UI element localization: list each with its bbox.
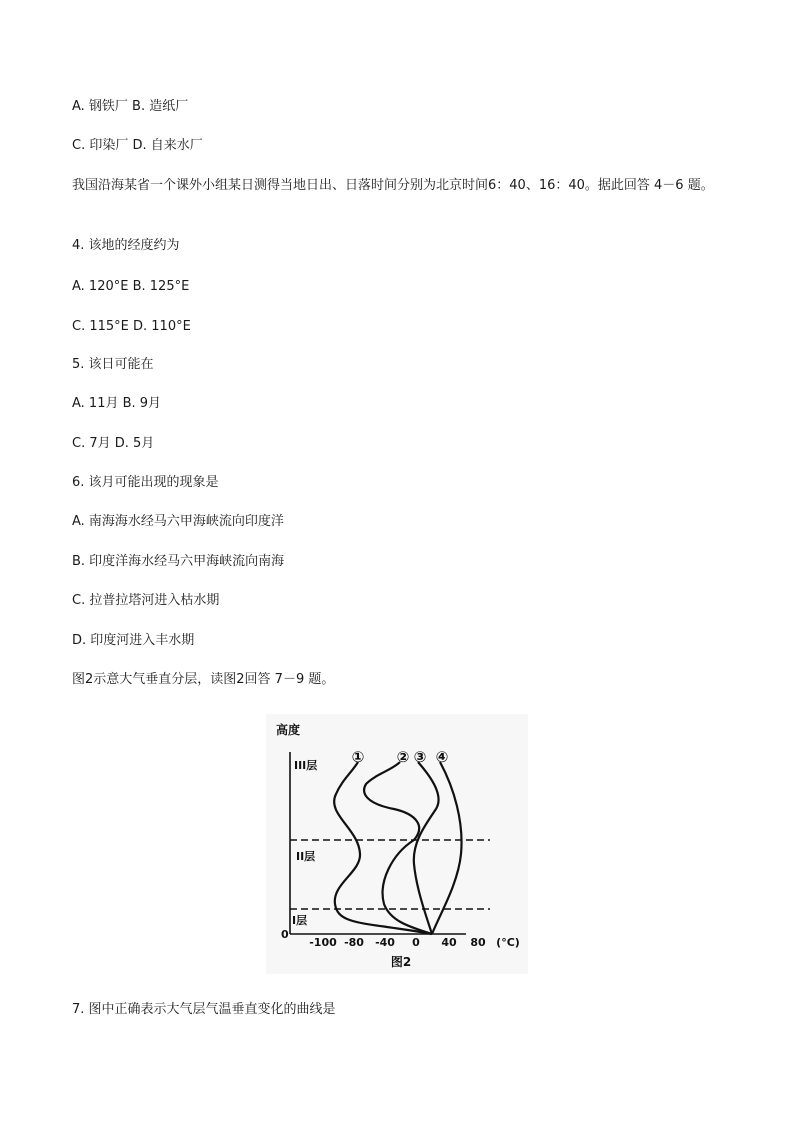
curve-label-1: ① <box>351 748 365 766</box>
figure-intro: 图2示意大气垂直分层，读图2回答 7－9 题。 <box>72 672 335 687</box>
question-4: 4. 该地的经度约为 <box>72 238 180 253</box>
x-unit-label: (°C) <box>496 936 520 949</box>
atmosphere-diagram <box>266 714 528 974</box>
question-6-option-c: C. 拉普拉塔河进入枯水期 <box>72 593 220 608</box>
question-6-option-b: B. 印度洋海水经马六甲海峡流向南海 <box>72 554 285 569</box>
question-5: 5. 该日可能在 <box>72 357 154 372</box>
option-line-1: A. 钢铁厂 B. 造纸厂 <box>72 99 189 114</box>
x-tick-80: 80 <box>470 936 486 949</box>
y-axis-label: 高度 <box>276 723 301 737</box>
question-stem-4-6: 我国沿海某省一个课外小组某日测得当地日出、日落时间分别为北京时间6：40、16：40。据此回答 4－6 题。 <box>72 178 714 193</box>
x-tick-minus-80: -80 <box>344 936 364 949</box>
question-4-options-ab: A. 120°E B. 125°E <box>72 279 190 294</box>
layer-label-1: I层 <box>292 914 308 927</box>
curve-label-3: ③ <box>413 748 427 766</box>
origin-label: 0 <box>281 928 289 941</box>
question-7: 7. 图中正确表示大气层气温垂直变化的曲线是 <box>72 1002 336 1017</box>
layer-label-2: II层 <box>296 850 316 863</box>
curve-label-2: ② <box>396 748 410 766</box>
x-tick-minus-100: -100 <box>309 936 337 949</box>
question-6-option-d: D. 印度河进入丰水期 <box>72 633 195 648</box>
x-tick-40: 40 <box>441 936 457 949</box>
question-6: 6. 该月可能出现的现象是 <box>72 475 219 490</box>
atmosphere-layer-figure <box>266 714 528 974</box>
curve-label-4: ④ <box>435 748 449 766</box>
x-tick-0: 0 <box>412 936 420 949</box>
curve-3 <box>414 762 439 934</box>
question-5-options-ab: A. 11月 B. 9月 <box>72 396 162 411</box>
question-4-options-cd: C. 115°E D. 110°E <box>72 319 191 334</box>
option-line-2: C. 印染厂 D. 自来水厂 <box>72 138 203 153</box>
question-6-option-a: A. 南海海水经马六甲海峡流向印度洋 <box>72 514 284 529</box>
figure-caption: 图2 <box>390 955 412 969</box>
x-tick-minus-40: -40 <box>375 936 395 949</box>
curve-1 <box>334 762 432 934</box>
curve-2 <box>364 762 432 934</box>
layer-label-3: III层 <box>294 759 318 772</box>
question-5-options-cd: C. 7月 D. 5月 <box>72 436 155 451</box>
